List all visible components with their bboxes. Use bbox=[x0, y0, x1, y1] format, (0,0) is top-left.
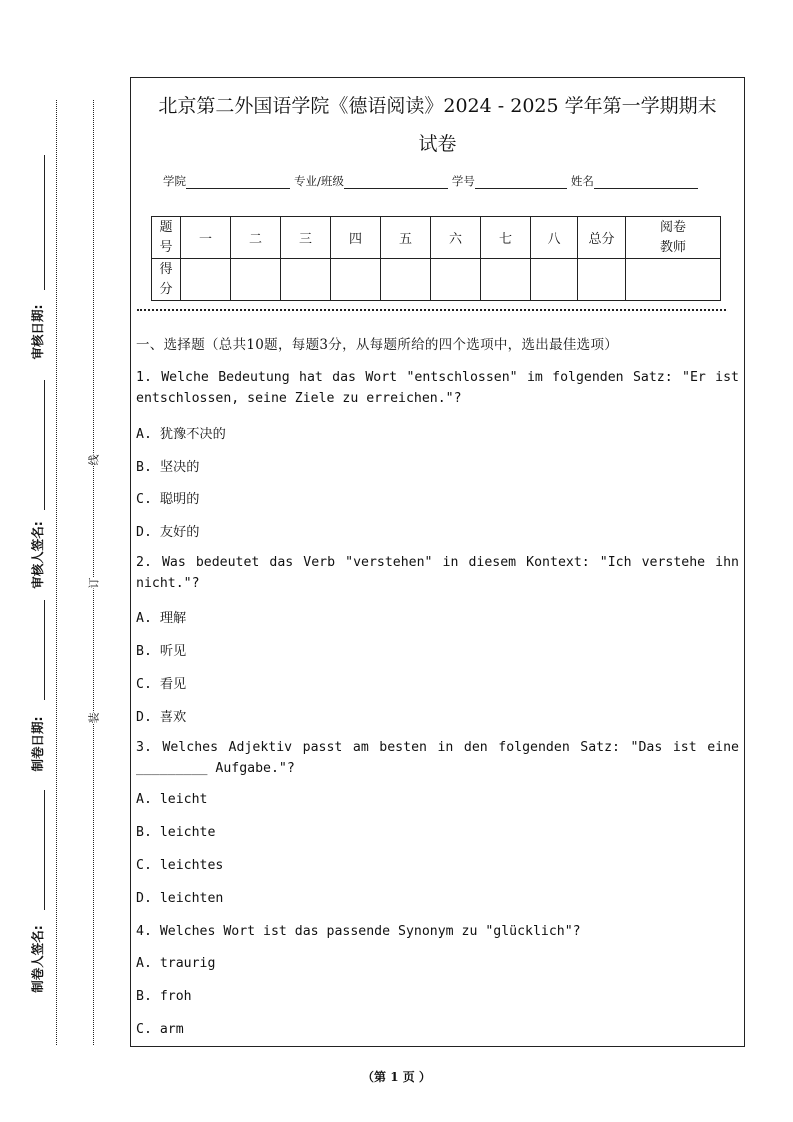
score-cell[interactable] bbox=[531, 259, 578, 301]
question-1: 1. Welche Bedeutung hat das Wort "entschlossen" im folgenden Satz: "Er ist entschlossen, seine Ziele zu erreichen."? bbox=[136, 370, 739, 406]
col-header: 一 bbox=[181, 217, 231, 259]
option-2a[interactable]: A. 理解 bbox=[136, 611, 187, 626]
col-header-total: 总分 bbox=[578, 217, 626, 259]
option-2d[interactable]: D. 喜欢 bbox=[136, 710, 187, 725]
binding-char-ding: 订 bbox=[84, 578, 104, 589]
score-cell-total[interactable] bbox=[578, 259, 626, 301]
option-2c[interactable]: C. 看见 bbox=[136, 677, 187, 692]
student-id-field[interactable] bbox=[475, 176, 567, 189]
option-3a[interactable]: A. leicht bbox=[136, 792, 208, 807]
dotted-separator bbox=[137, 309, 726, 311]
review-date-label: 审核日期: bbox=[30, 304, 45, 360]
binding-char-xian: 线 bbox=[84, 455, 104, 466]
make-date-label: 制卷日期: bbox=[30, 716, 45, 772]
review-date-line bbox=[44, 155, 45, 290]
name-label: 姓名 bbox=[570, 174, 594, 188]
name-field[interactable] bbox=[594, 176, 698, 189]
col-header: 三 bbox=[281, 217, 331, 259]
col-header: 八 bbox=[531, 217, 578, 259]
exam-title: 北京第二外国语学院《德语阅读》2024 - 2025 学年第一学期期末 bbox=[158, 95, 717, 117]
question-4: 4. Welches Wort ist das passende Synonym zu "glücklich"? bbox=[136, 924, 581, 939]
score-table-score-row bbox=[152, 259, 721, 301]
col-header: 二 bbox=[231, 217, 281, 259]
page-number: （第 1 页 ） bbox=[362, 1070, 431, 1084]
option-3d[interactable]: D. leichten bbox=[136, 891, 224, 906]
reviewer-header: 阅卷教师 bbox=[659, 219, 686, 255]
col-title: 题号 bbox=[159, 219, 173, 255]
score-cell[interactable] bbox=[231, 259, 281, 301]
col-header: 六 bbox=[431, 217, 481, 259]
option-2b[interactable]: B. 听见 bbox=[136, 644, 187, 659]
reviewer-cell[interactable] bbox=[626, 259, 721, 301]
exam-frame bbox=[130, 77, 745, 1047]
student-info-row bbox=[163, 173, 702, 189]
make-date-line bbox=[44, 600, 45, 700]
reviewer-sign-line bbox=[44, 380, 45, 510]
score-table-header-row bbox=[152, 217, 721, 259]
option-1d[interactable]: D. 友好的 bbox=[136, 525, 200, 540]
option-1a[interactable]: A. 犹豫不决的 bbox=[136, 427, 226, 442]
question-3: 3. Welches Adjektiv passt am besten in den folgenden Satz: "Das ist eine _________ Aufgabe."? bbox=[136, 740, 739, 776]
option-4b[interactable]: B. froh bbox=[136, 989, 192, 1004]
reviewer-header-cell bbox=[626, 217, 721, 259]
maker-sign-line bbox=[44, 790, 45, 910]
col-header: 五 bbox=[381, 217, 431, 259]
option-1c[interactable]: C. 聪明的 bbox=[136, 492, 200, 507]
score-cell[interactable] bbox=[481, 259, 531, 301]
score-cell[interactable] bbox=[331, 259, 381, 301]
school-label: 学院 bbox=[163, 174, 186, 188]
binding-dotted-line-inner bbox=[93, 100, 94, 1045]
maker-sign-label: 制卷人签名: bbox=[30, 925, 45, 993]
binding-dotted-line-outer bbox=[56, 100, 57, 1045]
option-3c[interactable]: C. leichtes bbox=[136, 858, 224, 873]
option-4a[interactable]: A. traurig bbox=[136, 956, 216, 971]
score-cell[interactable] bbox=[381, 259, 431, 301]
row-title-cell bbox=[152, 259, 181, 301]
col-header: 四 bbox=[331, 217, 381, 259]
score-cell[interactable] bbox=[281, 259, 331, 301]
option-1b[interactable]: B. 坚决的 bbox=[136, 460, 200, 475]
score-table bbox=[151, 216, 721, 301]
reviewer-sign-label: 审核人签名: bbox=[30, 521, 45, 589]
student-id-label: 学号 bbox=[451, 174, 475, 188]
major-class-field[interactable] bbox=[344, 176, 448, 189]
col-header: 七 bbox=[481, 217, 531, 259]
question-2: 2. Was bedeutet das Verb "verstehen" in diesem Kontext: "Ich verstehe ihn nicht."? bbox=[136, 555, 739, 591]
row-title: 得分 bbox=[159, 261, 173, 297]
option-4c[interactable]: C. arm bbox=[136, 1022, 184, 1037]
option-3b[interactable]: B. leichte bbox=[136, 825, 216, 840]
col-title-cell bbox=[152, 217, 181, 259]
binding-char-zhuang: 装 bbox=[84, 713, 104, 724]
school-field[interactable] bbox=[186, 176, 290, 189]
major-class-label: 专业/班级 bbox=[294, 174, 344, 188]
exam-title-line2: 试卷 bbox=[418, 133, 457, 155]
score-cell[interactable] bbox=[181, 259, 231, 301]
section-heading: 一、选择题（总共10题，每题3分，从每题所给的四个选项中，选出最佳选项） bbox=[136, 337, 619, 353]
score-cell[interactable] bbox=[431, 259, 481, 301]
